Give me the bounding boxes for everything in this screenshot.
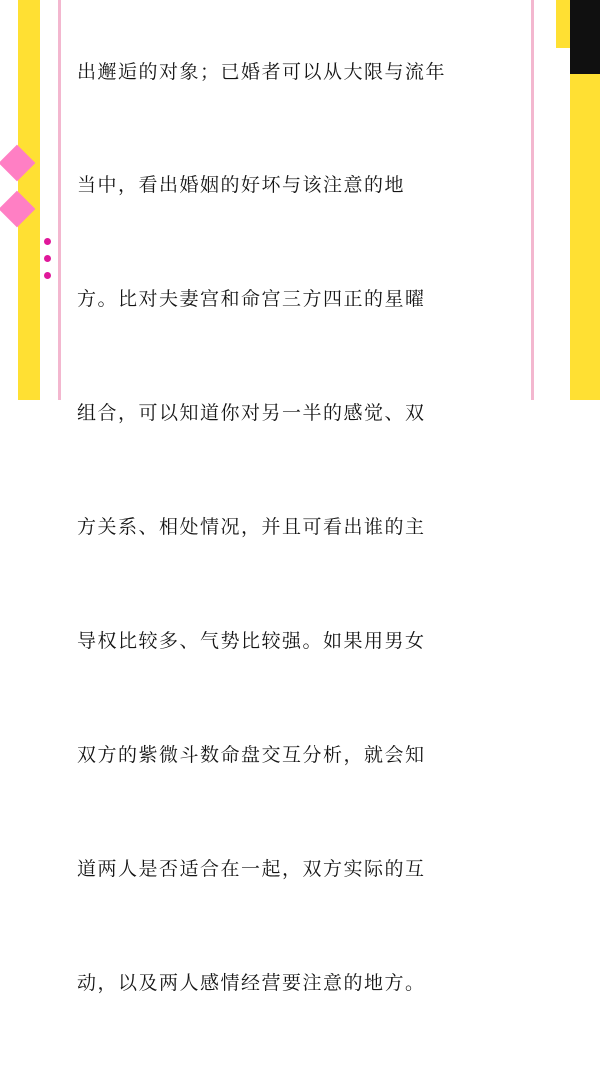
text-line: 当中，看出婚姻的好坏与该注意的地	[77, 174, 406, 196]
right-yellow-bar	[570, 74, 600, 400]
text-line: 方。比对夫妻宫和命宫三方四正的星曜	[77, 288, 426, 310]
text-line: 道两人是否适合在一起，双方实际的互	[77, 858, 426, 880]
magenta-dot	[44, 255, 51, 262]
text-card	[58, 0, 534, 994]
magenta-dot	[44, 272, 51, 279]
right-yellow-accent	[556, 0, 570, 48]
magenta-dot	[44, 238, 51, 245]
document-text	[77, 0, 515, 1078]
text-line: 组合，可以知道你对另一半的感觉、双	[77, 402, 426, 424]
text-line: 双方的紫微斗数命盘交互分析，就会知	[77, 744, 426, 766]
text-line: 动，以及两人感情经营要注意的地方。	[77, 972, 426, 994]
left-decoration-strip	[0, 0, 64, 400]
right-decoration-strip	[544, 0, 600, 400]
text-line-content: 出邂逅的对象；已婚者可以从大限与流年	[77, 61, 447, 83]
text-line: 导权比较多、气势比较强。如果用男女	[77, 630, 426, 652]
text-line: 方关系、相处情况，并且可看出谁的主	[77, 516, 426, 538]
right-black-block	[570, 0, 600, 74]
text-line	[77, 61, 515, 90]
